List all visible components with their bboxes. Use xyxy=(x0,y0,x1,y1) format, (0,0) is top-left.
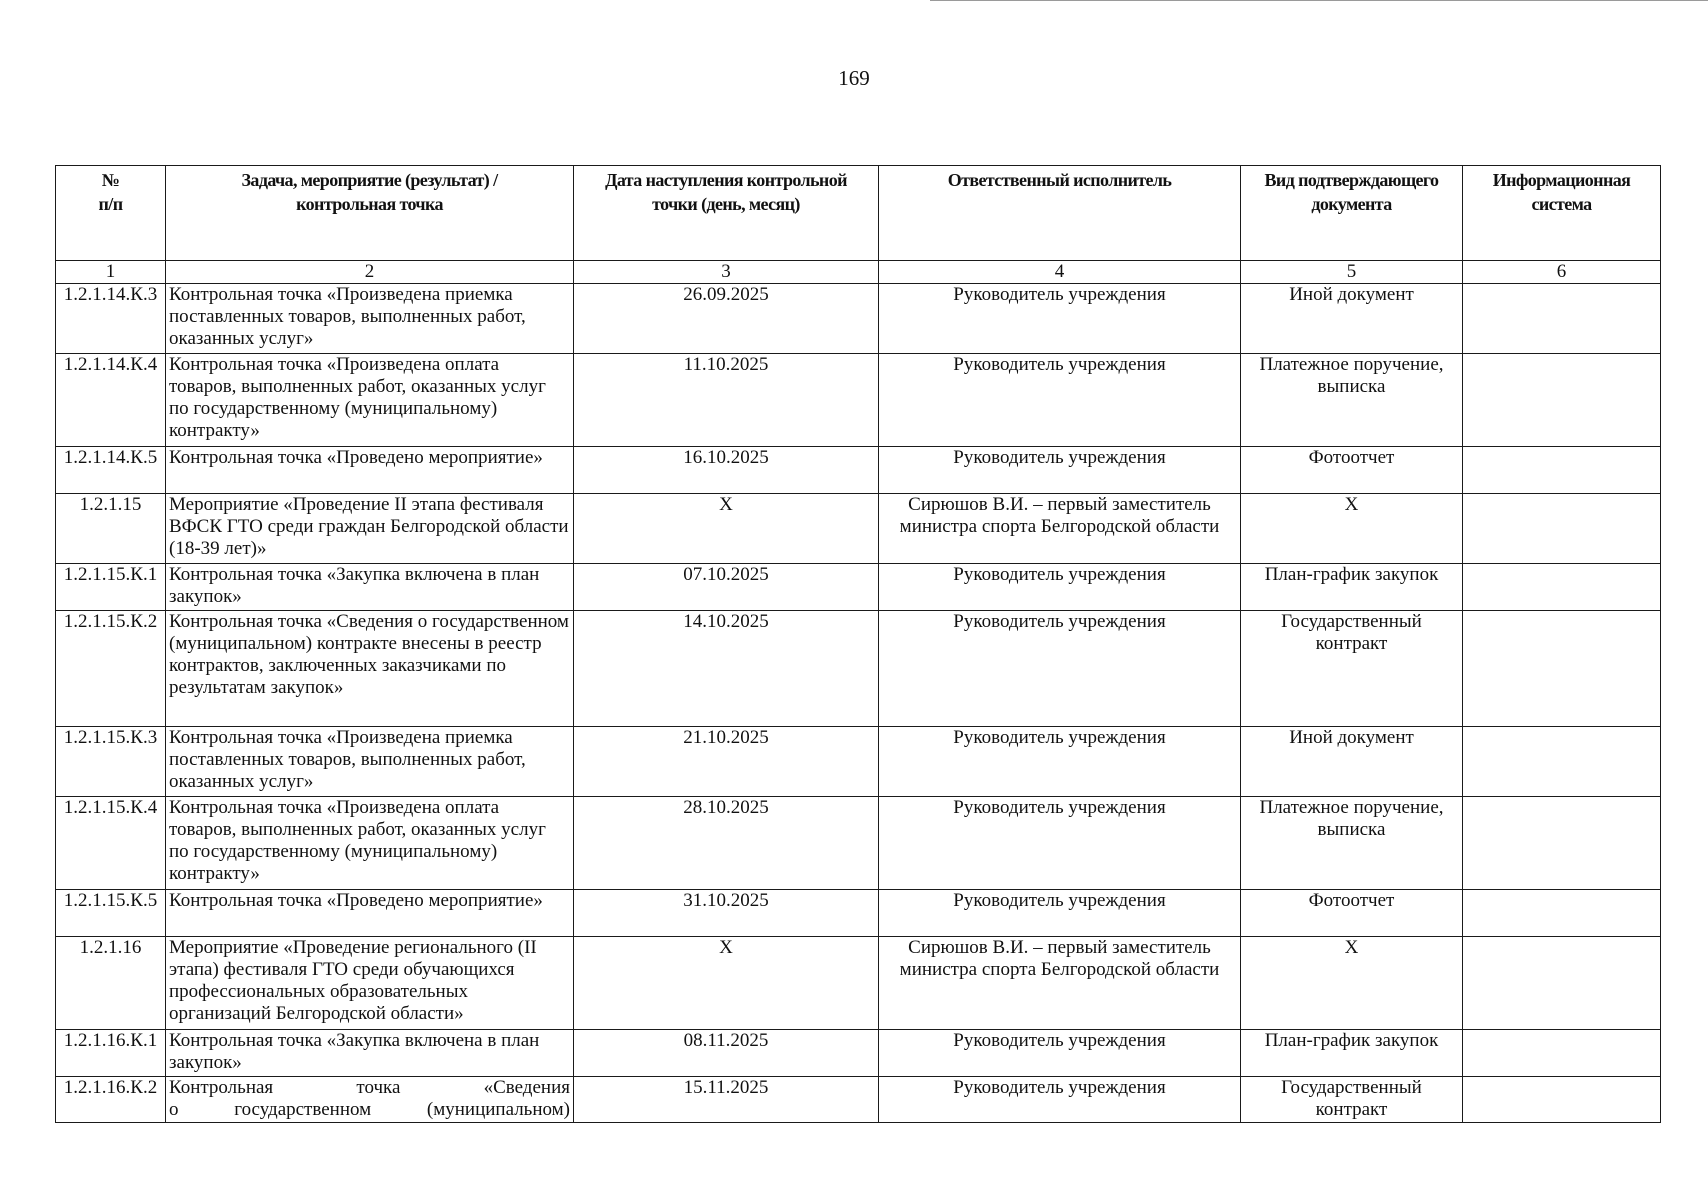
row-system xyxy=(1463,890,1661,937)
row-number: 1.2.1.15.К.1 xyxy=(56,564,166,611)
table-row xyxy=(56,937,1661,1030)
row-responsible: Руководитель учреждения xyxy=(879,447,1241,494)
table-row xyxy=(56,611,1661,727)
column-number: 6 xyxy=(1463,261,1661,284)
row-document: X xyxy=(1241,937,1463,1030)
row-number: 1.2.1.16.К.2 xyxy=(56,1077,166,1123)
row-responsible: Руководитель учреждения xyxy=(879,890,1241,937)
table-row xyxy=(56,494,1661,564)
row-task-line: о государственном (муниципальном) xyxy=(169,1099,570,1120)
header-responsible: Ответственный исполнитель xyxy=(879,166,1241,261)
row-task: Контрольная точка «Проведено мероприятие» xyxy=(166,447,574,494)
page-number: 169 xyxy=(838,66,870,90)
row-number: 1.2.1.15.К.4 xyxy=(56,797,166,890)
row-task-line: Контрольная точка «Сведения xyxy=(169,1077,570,1098)
row-date: 31.10.2025 xyxy=(574,890,879,937)
header-task: Задача, мероприятие (результат) / контрольная точка xyxy=(166,166,574,261)
row-date: X xyxy=(574,494,879,564)
row-document: Фотоотчет xyxy=(1241,890,1463,937)
row-task: Контрольная точка «Сведения о государственном (муниципальном) контракте внесены в реестр контрактов, заключенных заказчиками по результатам закупок» xyxy=(166,611,574,727)
row-responsible: Сирюшов В.И. – первый заместитель министра спорта Белгородской области xyxy=(879,494,1241,564)
row-document: Иной документ xyxy=(1241,284,1463,354)
row-date: 21.10.2025 xyxy=(574,727,879,797)
column-number: 3 xyxy=(574,261,879,284)
row-date: 15.11.2025 xyxy=(574,1077,879,1123)
row-task: Мероприятие «Проведение II этапа фестиваля ВФСК ГТО среди граждан Белгородской области (18-39 лет)» xyxy=(166,494,574,564)
header-system: Информационная система xyxy=(1463,166,1661,261)
table-row xyxy=(56,1030,1661,1077)
row-responsible: Руководитель учреждения xyxy=(879,284,1241,354)
row-responsible: Руководитель учреждения xyxy=(879,1030,1241,1077)
row-system xyxy=(1463,727,1661,797)
row-document: Фотоотчет xyxy=(1241,447,1463,494)
row-number: 1.2.1.16.К.1 xyxy=(56,1030,166,1077)
header-number: № п/п xyxy=(56,166,166,261)
column-number: 2 xyxy=(166,261,574,284)
row-system xyxy=(1463,354,1661,447)
row-task: Контрольная точка «Проведено мероприятие» xyxy=(166,890,574,937)
header-date: Дата наступления контрольной точки (день, месяц) xyxy=(574,166,879,261)
row-system xyxy=(1463,284,1661,354)
table-row xyxy=(56,797,1661,890)
table-row xyxy=(56,890,1661,937)
row-document: План-график закупок xyxy=(1241,564,1463,611)
header-row xyxy=(56,166,1661,261)
table-row xyxy=(56,447,1661,494)
row-system xyxy=(1463,564,1661,611)
row-task xyxy=(166,1077,574,1123)
column-number-row xyxy=(56,261,1661,284)
row-system xyxy=(1463,937,1661,1030)
row-system xyxy=(1463,797,1661,890)
row-date: 16.10.2025 xyxy=(574,447,879,494)
row-date: 26.09.2025 xyxy=(574,284,879,354)
row-system xyxy=(1463,494,1661,564)
row-system xyxy=(1463,447,1661,494)
row-number: 1.2.1.14.К.5 xyxy=(56,447,166,494)
row-document: Платежное поручение, выписка xyxy=(1241,354,1463,447)
row-number: 1.2.1.15.К.2 xyxy=(56,611,166,727)
column-number: 5 xyxy=(1241,261,1463,284)
row-responsible: Руководитель учреждения xyxy=(879,797,1241,890)
header-document: Вид подтверждающего документа xyxy=(1241,166,1463,261)
row-number: 1.2.1.14.К.4 xyxy=(56,354,166,447)
row-system xyxy=(1463,1077,1661,1123)
table-row xyxy=(56,727,1661,797)
row-responsible: Руководитель учреждения xyxy=(879,354,1241,447)
row-number: 1.2.1.15 xyxy=(56,494,166,564)
row-date: 28.10.2025 xyxy=(574,797,879,890)
table-row xyxy=(56,564,1661,611)
row-number: 1.2.1.15.К.3 xyxy=(56,727,166,797)
row-date: X xyxy=(574,937,879,1030)
row-date: 11.10.2025 xyxy=(574,354,879,447)
row-responsible: Руководитель учреждения xyxy=(879,611,1241,727)
row-number: 1.2.1.14.К.3 xyxy=(56,284,166,354)
row-responsible: Руководитель учреждения xyxy=(879,727,1241,797)
row-date: 14.10.2025 xyxy=(574,611,879,727)
control-points-table xyxy=(55,165,1661,1123)
row-task: Контрольная точка «Закупка включена в план закупок» xyxy=(166,1030,574,1077)
table-row xyxy=(56,284,1661,354)
row-document: Государственный контракт xyxy=(1241,1077,1463,1123)
row-date: 07.10.2025 xyxy=(574,564,879,611)
row-task: Контрольная точка «Закупка включена в план закупок» xyxy=(166,564,574,611)
row-task: Контрольная точка «Произведена оплата товаров, выполненных работ, оказанных услуг по государственному (муниципальному) контракту» xyxy=(166,354,574,447)
row-responsible: Руководитель учреждения xyxy=(879,564,1241,611)
table-row xyxy=(56,1077,1661,1123)
row-task: Контрольная точка «Произведена приемка поставленных товаров, выполненных работ, оказанных услуг» xyxy=(166,727,574,797)
column-number: 1 xyxy=(56,261,166,284)
row-task: Мероприятие «Проведение регионального (II этапа) фестиваля ГТО среди обучающихся профессиональных образовательных организаций Белгородской области» xyxy=(166,937,574,1030)
table-row xyxy=(56,354,1661,447)
row-document: Иной документ xyxy=(1241,727,1463,797)
row-system xyxy=(1463,611,1661,727)
table-body xyxy=(56,284,1661,1123)
row-system xyxy=(1463,1030,1661,1077)
row-number: 1.2.1.16 xyxy=(56,937,166,1030)
row-document: Государственный контракт xyxy=(1241,611,1463,727)
column-number: 4 xyxy=(879,261,1241,284)
row-task: Контрольная точка «Произведена оплата товаров, выполненных работ, оказанных услуг по государственному (муниципальному) контракту» xyxy=(166,797,574,890)
row-task: Контрольная точка «Произведена приемка поставленных товаров, выполненных работ, оказанных услуг» xyxy=(166,284,574,354)
row-responsible: Руководитель учреждения xyxy=(879,1077,1241,1123)
top-rule xyxy=(930,0,1708,1)
row-document: План-график закупок xyxy=(1241,1030,1463,1077)
row-document: Платежное поручение, выписка xyxy=(1241,797,1463,890)
row-date: 08.11.2025 xyxy=(574,1030,879,1077)
row-number: 1.2.1.15.К.5 xyxy=(56,890,166,937)
row-responsible: Сирюшов В.И. – первый заместитель министра спорта Белгородской области xyxy=(879,937,1241,1030)
row-document: X xyxy=(1241,494,1463,564)
